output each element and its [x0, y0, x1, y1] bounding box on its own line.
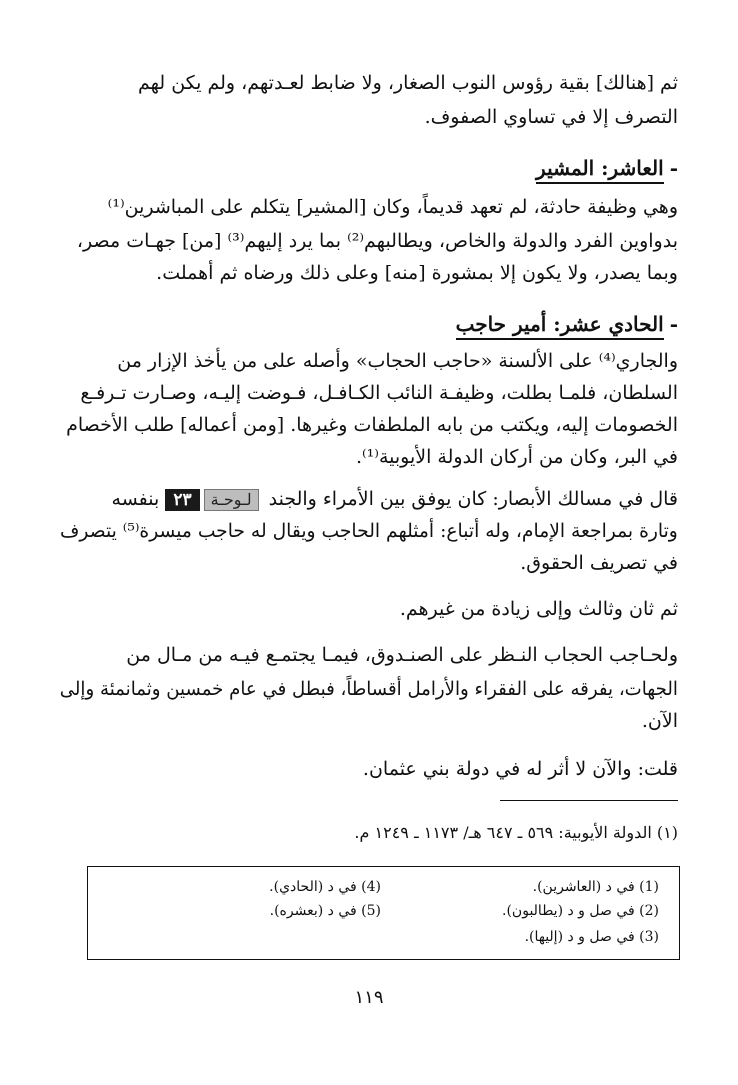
text-line: في البر، وكان من أركان الدولة الأيوبية⁽¹⁾.: [355, 446, 678, 468]
text-line-with-panel: [112, 486, 678, 512]
text-line: الجهات، يفرقه على الفقراء والأرامل أقساطاً، فبطل في عام خمسين وثمانمئة وإلى: [59, 678, 678, 700]
text-segment: بنفسه: [111, 488, 160, 510]
footnote-divider: [500, 800, 678, 801]
footnote: (١) الدولة الأيوبية: ٥٦٩ ـ ٦٤٧ هـ/ ١١٧٣ ـ ١٢٤٩ م.: [354, 823, 678, 842]
text-line: في تصريف الحقوق.: [520, 552, 678, 574]
heading-dash: -: [669, 156, 678, 180]
text-line: الآن.: [641, 710, 678, 732]
panel-label: لـوحـة: [204, 489, 259, 511]
heading-dash: -: [669, 312, 678, 336]
text-line: ثم ثان وثالث وإلى زيادة من غيرهم.: [399, 598, 678, 620]
heading-title: الحادي عشر: أمير حاجب: [456, 312, 664, 340]
variant-note: (1) في د (العاشرين).: [532, 879, 659, 895]
variant-note: (5) في د (بعشره).: [269, 903, 381, 919]
text-line: الخصومات إليه، ويكتب من بابه الملطفات وغيرها. [ومن أعماله] طلب الأخصام: [66, 414, 678, 436]
section-heading: [456, 310, 678, 338]
variant-notes-box: [87, 866, 680, 960]
heading-title: العاشر: المشير: [536, 156, 664, 184]
text-segment: قال في مسالك الأبصار: كان يوفق بين الأمراء والجند: [268, 488, 678, 510]
text-line: قلت: والآن لا أثر له في دولة بني عثمان.: [362, 758, 678, 780]
text-line: والجاري⁽⁴⁾ على الألسنة «حاجب الحجاب» وأصله على من يأخذ الإزار من: [117, 350, 678, 372]
panel-number: ٢٣: [165, 489, 199, 511]
variant-note: (2) في صل و د (يطالبون).: [502, 903, 659, 919]
variant-note: (4) في د (الحادي).: [269, 879, 381, 895]
text-line: بدواوين الفرد والدولة والخاص، ويطالبهم⁽²⁾ بما يرد إليهم⁽³⁾ [من] جهـات مصر،: [76, 230, 678, 252]
text-line: وتارة بمراجعة الإمام، وله أتباع: أمثلهم الحاجب ويقال له حاجب ميسرة⁽⁵⁾ يتصرف: [60, 520, 678, 542]
page-number: ١١٩: [354, 987, 384, 1008]
text-line: التصرف إلا في تساوي الصفوف.: [424, 106, 678, 128]
text-line: ثم [هنالك] بقية رؤوس النوب الصغار، ولا ضابط لعـدتهم، ولم يكن لهم: [137, 72, 678, 94]
text-line: السلطان، فلمـا بطلت، وظيفـة النائب الكـافـل، فـوضت إليـه، وصـارت تـرفـع: [80, 382, 678, 404]
text-line: وبما يصدر، ولا يكون إلا بمشورة [منه] وعلى ذلك ورضاه ثم أهملت.: [156, 262, 678, 284]
variant-note: (3) في صل و د (إليها).: [524, 929, 659, 945]
section-heading: [536, 154, 678, 182]
text-line: ولحـاجب الحجاب النـظر على الصنـدوق، فيمـا يجتمـع فيـه من مـال من: [126, 644, 678, 666]
text-line: وهي وظيفة حادثة، لم تعهد قديماً، وكان [المشير] يتكلم على المباشرين⁽¹⁾: [107, 196, 678, 218]
